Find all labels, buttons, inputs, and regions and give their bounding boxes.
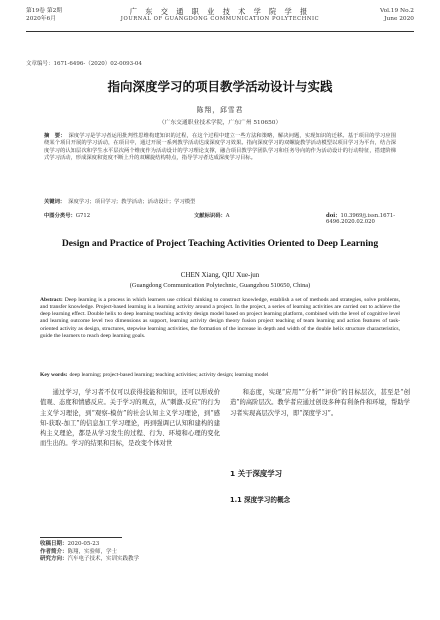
document-code: 文献标识码：A bbox=[194, 213, 230, 219]
affiliation-cn: （广东交通职业技术学院，广东广州 510650） bbox=[158, 120, 282, 126]
authors-en: CHEN Xiang, QIU Xue-jun bbox=[180, 271, 260, 279]
abstract-cn-label: 摘 要： bbox=[44, 133, 66, 139]
body-column-left bbox=[40, 388, 220, 450]
title-cn: 指向深度学习的项目教学活动设计与实践 bbox=[107, 79, 333, 94]
clc-number: 中图分类号：G712 bbox=[44, 213, 91, 219]
header-volume: 第19卷 第2期 2020年6月 bbox=[26, 8, 63, 22]
footnote bbox=[40, 541, 139, 564]
affiliation-en: (Guangdong Communication Polytechnic, Guangzhou 510650, China) bbox=[129, 282, 311, 289]
abstract-cn bbox=[44, 133, 396, 162]
keywords-en bbox=[40, 372, 400, 379]
keywords-cn bbox=[44, 199, 396, 206]
keywords-cn-label: 关键词： bbox=[44, 199, 66, 205]
abstract-en-text: Deep learning is a process in which learners use critical thinking to construct knowledge, establish a set of methods and strategies, solve problems, and transfer knowledge. Project-based learning is a learning activity around a project. In the project, a series of learning activities are carried out to achieve the deep learning effect. Double helix to deep learning teaching activity design model based on project learning platform, combined with the level of cognitive level and learning outcome level two dimensions as support, learning activity design theory fusion project teaching of team learning and action features of task-oriented activity as design, structures, stepwise learning activities, the formation of the increase in depth and width of the double helix structure characteristics, guide the learners to reach deep learning goals. bbox=[40, 297, 400, 339]
subsection-heading: 1.1 深度学习的概念 bbox=[230, 496, 291, 504]
body-column-right bbox=[230, 388, 410, 419]
footnote-received: 收稿日期：2020-05-23 bbox=[40, 541, 100, 547]
abstract-en-label: Abstract: bbox=[40, 297, 63, 303]
article-number: 文章编号：1671-6496-（2020）02-0093-04 bbox=[26, 61, 142, 67]
abstract-en bbox=[40, 297, 400, 340]
section-heading: 1 关于深度学习 bbox=[230, 469, 283, 478]
keywords-cn-text: 深度学习；项目学习；教学活动；活动设计；学习模型 bbox=[68, 199, 196, 205]
footnote-research: 研究方向：汽车电子技术，实训实践教学 bbox=[40, 556, 140, 562]
abstract-cn-text: 深度学习是学习者运用批判性思维构建知识的过程，在这个过程中建立一些方法和策略，解决问题，实现知识的迁移。基于项目的学习应围绕某个项目开展的学习活动，在项目中，通过开展一系列教学活动达成深度学习效果。指向深度学习的双螺旋教学活动模型以项目学习为平台，结合深度学习的认知层次和学生水平层次两个维度作为活动设计的学习理论支撑，融合项目教学学团队学习和任务导向的作为活动设计的行动特征，搭建阶梯式学习活动，形成深度和宽度不断上升的双螺旋结构特点，指导学习者达成深度学习目标。 bbox=[44, 133, 396, 161]
authors-cn: 陈翔，邱雪君 bbox=[196, 106, 244, 114]
footnote-divider bbox=[40, 537, 122, 538]
doi: doi：10.3969/j.issn.1671-6496.2020.02.020 bbox=[326, 213, 396, 225]
body-paragraph: 通过学习，学习者不仅可以获得技能和知识，还可以形成价值观、态度和情感反应。关于学习的观点，从“刺激-反应”的行为主义学习理论，到“观察-模仿”的社会认知主义学习理论，到“感知-获取-加工”的信息加工学习理论，再到强调已认知和建构的建构主义理论，都是从学习发生的过程、行为、环境和心理的变化而生出的。学习的结果和目标，是改变个体对世 bbox=[40, 389, 220, 448]
keywords-en-text: deep learning; project-based learning; teaching activities; activity design; learning model bbox=[69, 372, 269, 378]
body-paragraph: 和态度，实现“应用”“分析”“评价”的目标层次，甚至是“创造”的高阶层次。教学者应通过创设多种有利条件和环境，帮助学习者实现高层次学习，即“深度学习”。 bbox=[230, 389, 410, 417]
footnote-author: 作者简介：陈翔，实验师，学士 bbox=[40, 548, 118, 555]
keywords-en-label: Key words: bbox=[40, 372, 68, 378]
title-en: Design and Practice of Project Teaching Activities Oriented to Deep Learning bbox=[61, 238, 379, 249]
header-volume-en: Vol.19 No.2 June 2020 bbox=[379, 8, 414, 22]
running-header bbox=[26, 6, 414, 32]
header-journal-name: 广 东 交 通 职 业 技 术 学 院 学 报 JOURNAL OF GUANGDONG COMMUNICATION POLYTECHNIC bbox=[120, 7, 320, 22]
